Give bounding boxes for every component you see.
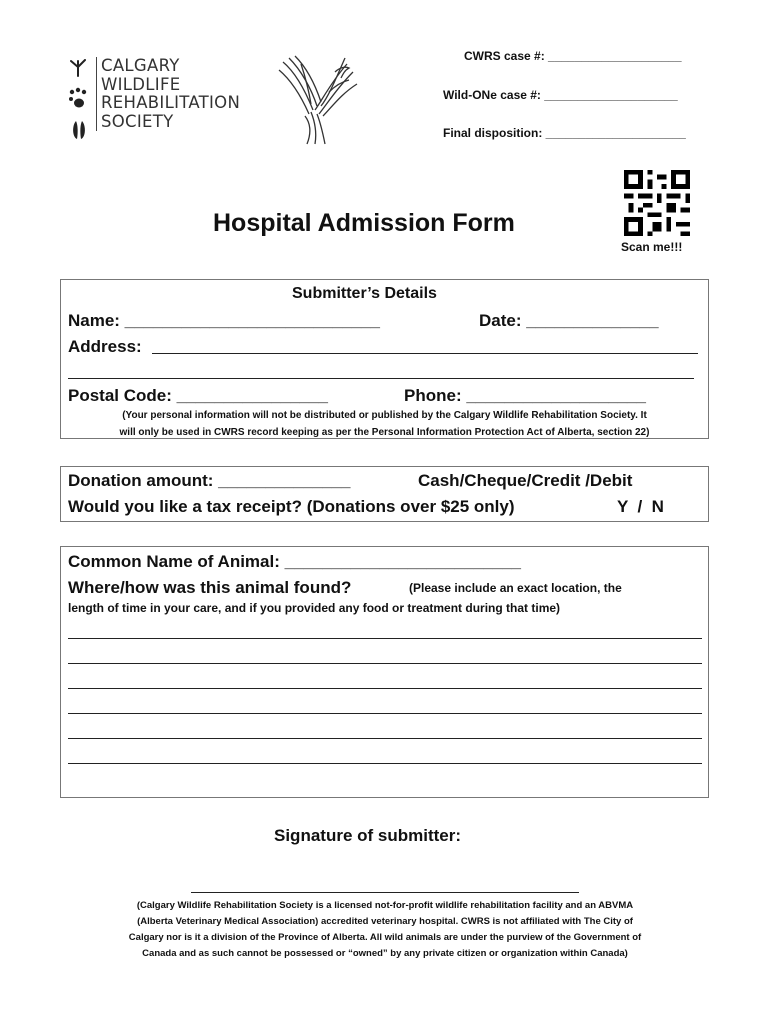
postal-code-field[interactable]: Postal Code: ________________: [68, 386, 328, 405]
paw-print-icon: [68, 87, 88, 111]
wild-one-case-field[interactable]: Wild-ONe case #: ____________________: [443, 88, 678, 102]
description-line[interactable]: [68, 663, 702, 664]
bird-track-icon: [68, 59, 88, 77]
signature-label: Signature of submitter:: [274, 826, 462, 845]
common-name-field[interactable]: Common Name of Animal: _________________________: [68, 552, 521, 571]
name-field[interactable]: Name: ___________________________: [68, 311, 380, 330]
page-title: Hospital Admission Form: [213, 209, 515, 237]
found-location-note-2: length of time in your care, and if you provided any food or treatment during that time): [68, 601, 561, 615]
footer-disclaimer: [40, 898, 730, 962]
eagle-fingerprint-icon: [275, 52, 365, 147]
footer-line: Calgary nor is it a division of the Province of Alberta. All wild animals are under the purview of the Government of: [128, 932, 642, 943]
description-line[interactable]: [68, 738, 702, 739]
logo-line: WILDLIFE: [101, 74, 181, 94]
footer-line: (Calgary Wildlife Rehabilitation Society is a licensed not-for-profit wildlife rehabilitation facility and an ABVMA: [136, 900, 634, 911]
payment-methods: Cash/Cheque/Credit /Debit: [418, 471, 633, 490]
logo-line: CALGARY: [101, 56, 180, 75]
description-line[interactable]: [68, 713, 702, 714]
logo-wordmark: [96, 57, 261, 131]
cwrs-case-field[interactable]: CWRS case #: ____________________: [464, 49, 682, 63]
logo-line: SOCIETY: [101, 111, 174, 131]
final-disposition-field[interactable]: Final disposition: _____________________: [443, 126, 686, 140]
address-line-2[interactable]: [68, 378, 694, 379]
date-field[interactable]: Date: ______________: [479, 311, 659, 330]
tax-receipt-yes-no[interactable]: Y / N: [617, 497, 664, 516]
tax-receipt-question: Would you like a tax receipt? (Donations over $25 only): [68, 497, 515, 516]
signature-line[interactable]: [191, 892, 579, 893]
footer-line: Canada and as such cannot be possessed or “owned” by any private citizen or organization within Canada): [142, 948, 628, 959]
donation-amount-field[interactable]: Donation amount: ______________: [68, 471, 351, 490]
description-line[interactable]: [68, 638, 702, 639]
privacy-notice-line: (Your personal information will not be distributed or published by the Calgary Wildlife Rehabilitation Society. It: [122, 410, 647, 421]
qr-code-icon: [622, 170, 692, 236]
address-label: Address:: [68, 337, 142, 356]
description-line[interactable]: [68, 763, 702, 764]
found-location-note: (Please include an exact location, the: [409, 581, 622, 595]
found-location-label: Where/how was this animal found?: [68, 578, 352, 597]
qr-caption: Scan me!!!: [621, 240, 683, 254]
hoof-print-icon: [70, 119, 88, 141]
phone-field[interactable]: Phone: ___________________: [404, 386, 646, 405]
submitter-heading: Submitter’s Details: [292, 285, 437, 302]
address-line-1[interactable]: [152, 353, 698, 354]
description-line[interactable]: [68, 688, 702, 689]
privacy-notice: [62, 407, 707, 441]
privacy-notice-line: will only be used in CWRS record keeping as per the Personal Information Protection Act of Alberta, section 22): [119, 427, 650, 438]
footer-line: (Alberta Veterinary Medical Association) accredited veterinary hospital. CWRS is not affiliated with The City of: [137, 916, 633, 927]
logo-line: REHABILITATION: [101, 93, 241, 112]
